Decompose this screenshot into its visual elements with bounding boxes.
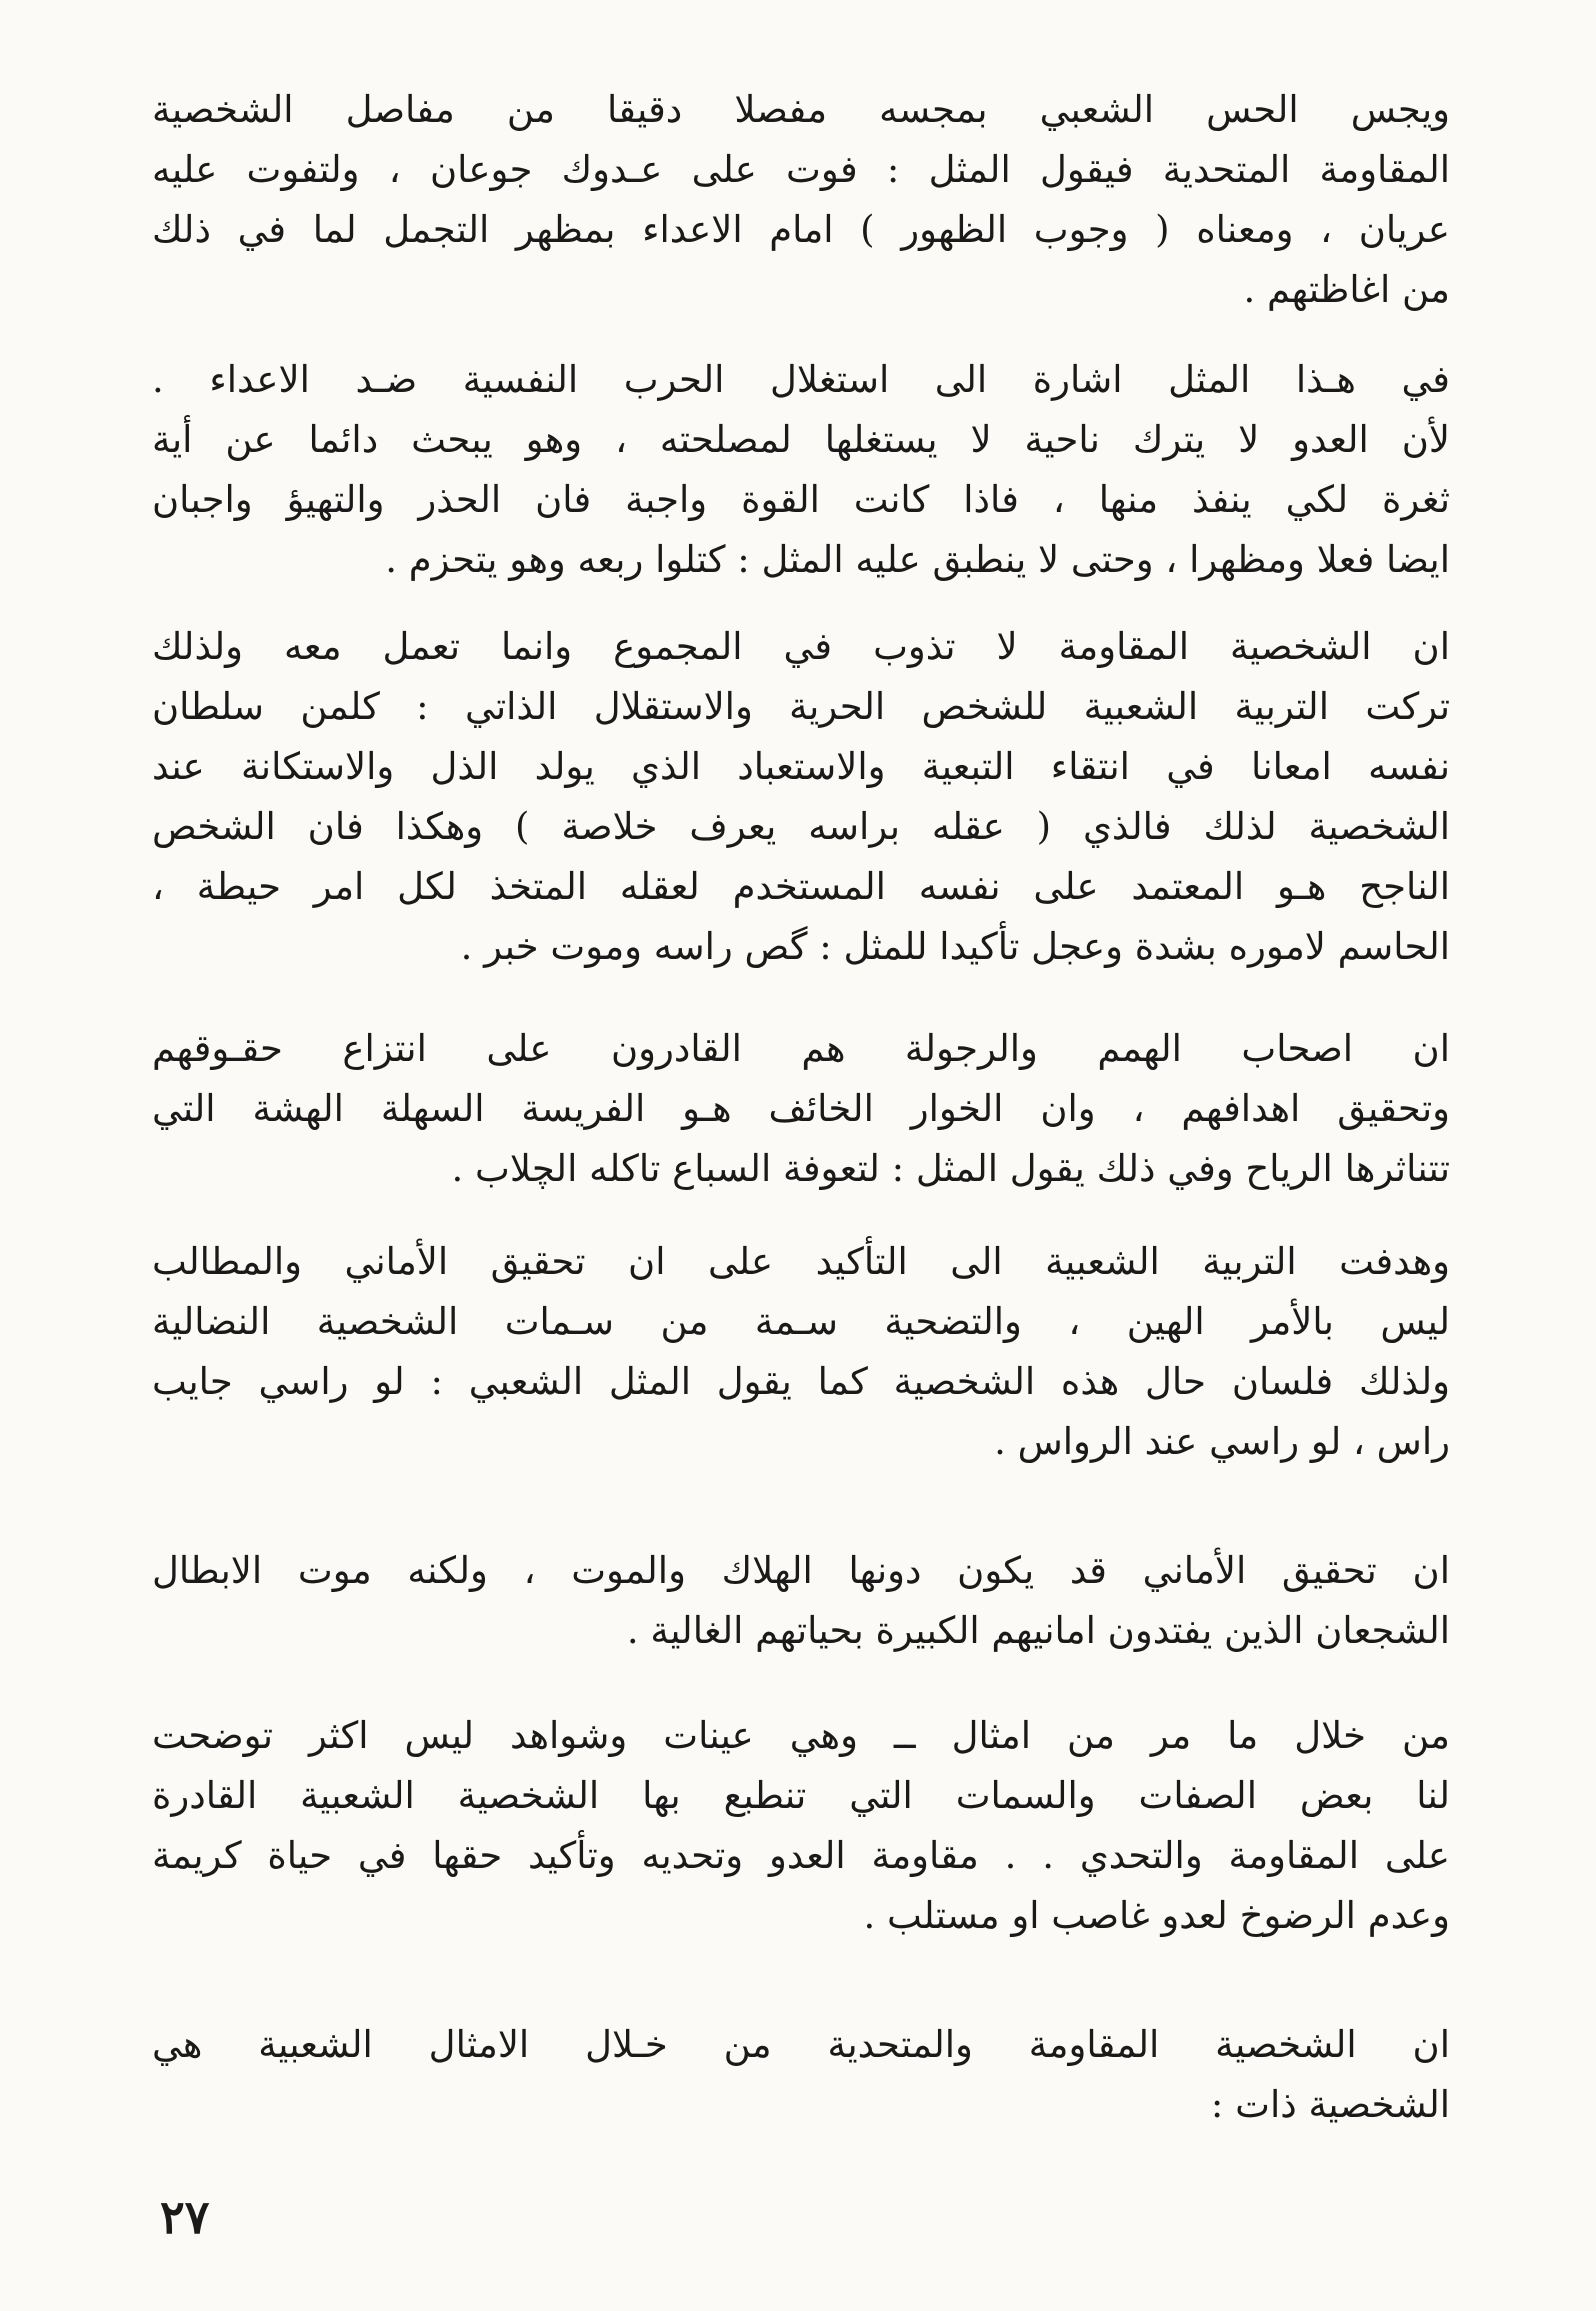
text-line: في هـذا المثل اشارة الى استغلال الحرب النفسية ضـد الاعداء . (152, 358, 1450, 401)
text-line: ان تحقيق الأماني قد يكون دونها الهلاك والموت ، ولكنه موت الابطال (152, 1549, 1450, 1592)
text-line: ايضا فعلا ومظهرا ، وحتى لا ينطبق عليه المثل : كتلوا ربعه وهو يتحزم . (385, 538, 1450, 581)
text-line: تركت التربية الشعبية للشخص الحرية والاستقلال الذاتي : كلمن سلطان (152, 685, 1450, 728)
paragraph (152, 1019, 1450, 1199)
text-line: راس ، لو راسي عند الرواس . (994, 1420, 1450, 1463)
text-line: على المقاومة والتحدي . . مقاومة العدو وتحديه وتأكيد حقها في حياة كريمة (152, 1834, 1450, 1877)
text-line: وهدفت التربية الشعبية الى التأكيد على ان تحقيق الأماني والمطالب (152, 1240, 1450, 1283)
paragraph (152, 2015, 1450, 2135)
text-line: ولذلك فلسان حال هذه الشخصية كما يقول المثل الشعبي : لو راسي جايب (152, 1360, 1450, 1403)
text-line: المقاومة المتحدية فيقول المثل : فوت على عـدوك جوعان ، ولتفوت عليه (152, 148, 1450, 191)
paragraph (152, 350, 1450, 590)
text-line: ليس بالأمر الهين ، والتضحية سـمة من سـمات الشخصية النضالية (152, 1300, 1450, 1343)
text-line: ثغرة لكي ينفذ منها ، فاذا كانت القوة واجبة فان الحذر والتهيؤ واجبان (152, 478, 1450, 521)
text-line: ويجس الحس الشعبي بمجسه مفصلا دقيقا من مفاصل الشخصية (152, 88, 1450, 131)
text-line: الشخصية لذلك فالذي ( عقله براسه يعرف خلاصة ) وهكذا فان الشخص (152, 805, 1450, 848)
paragraph (152, 1541, 1450, 1661)
text-line: ان الشخصية المقاومة لا تذوب في المجموع وانما تعمل معه ولذلك (152, 625, 1450, 668)
text-line: وتحقيق اهدافهم ، وان الخوار الخائف هـو الفريسة السهلة الهشة التي (152, 1087, 1450, 1130)
text-line: نفسه امعانا في انتقاء التبعية والاستعباد الذي يولد الذل والاستكانة عند (152, 745, 1450, 788)
paragraph (152, 1706, 1450, 1946)
text-line: ان اصحاب الهمم والرجولة هم القادرون على انتزاع حقـوقهم (152, 1027, 1450, 1070)
text-line: تتناثرها الرياح وفي ذلك يقول المثل : لتعوفة السباع تاكله الچلاب . (451, 1147, 1450, 1190)
paragraph (152, 1232, 1450, 1472)
paragraph (152, 80, 1450, 320)
text-line: لأن العدو لا يترك ناحية لا يستغلها لمصلحته ، وهو يبحث دائما عن أية (152, 418, 1450, 461)
paragraph (152, 617, 1450, 977)
text-line: من خلال ما مر من امثال ــ وهي عينات وشواهد ليس اكثر توضحت (152, 1714, 1450, 1757)
text-line: الشخصية ذات : (1210, 2083, 1450, 2126)
text-line: وعدم الرضوخ لعدو غاصب او مستلب . (863, 1894, 1450, 1937)
text-line: عريان ، ومعناه ( وجوب الظهور ) امام الاعداء بمظهر التجمل لما في ذلك (152, 208, 1450, 251)
page-number: ٢٧ (160, 2190, 210, 2244)
text-line: ان الشخصية المقاومة والمتحدية من خـلال الامثال الشعبية هي (152, 2023, 1450, 2066)
text-line: الناجح هـو المعتمد على نفسه المستخدم لعقله المتخذ لكل امر حيطة ، (152, 865, 1450, 908)
text-line: الحاسم لاموره بشدة وعجل تأكيدا للمثل : گص راسه وموت خبر . (460, 925, 1450, 968)
text-line: لنا بعض الصفات والسمات التي تنطبع بها الشخصية الشعبية القادرة (152, 1774, 1450, 1817)
text-line: من اغاظتهم . (1243, 268, 1450, 311)
text-line: الشجعان الذين يفتدون امانيهم الكبيرة بحياتهم الغالية . (626, 1609, 1450, 1652)
